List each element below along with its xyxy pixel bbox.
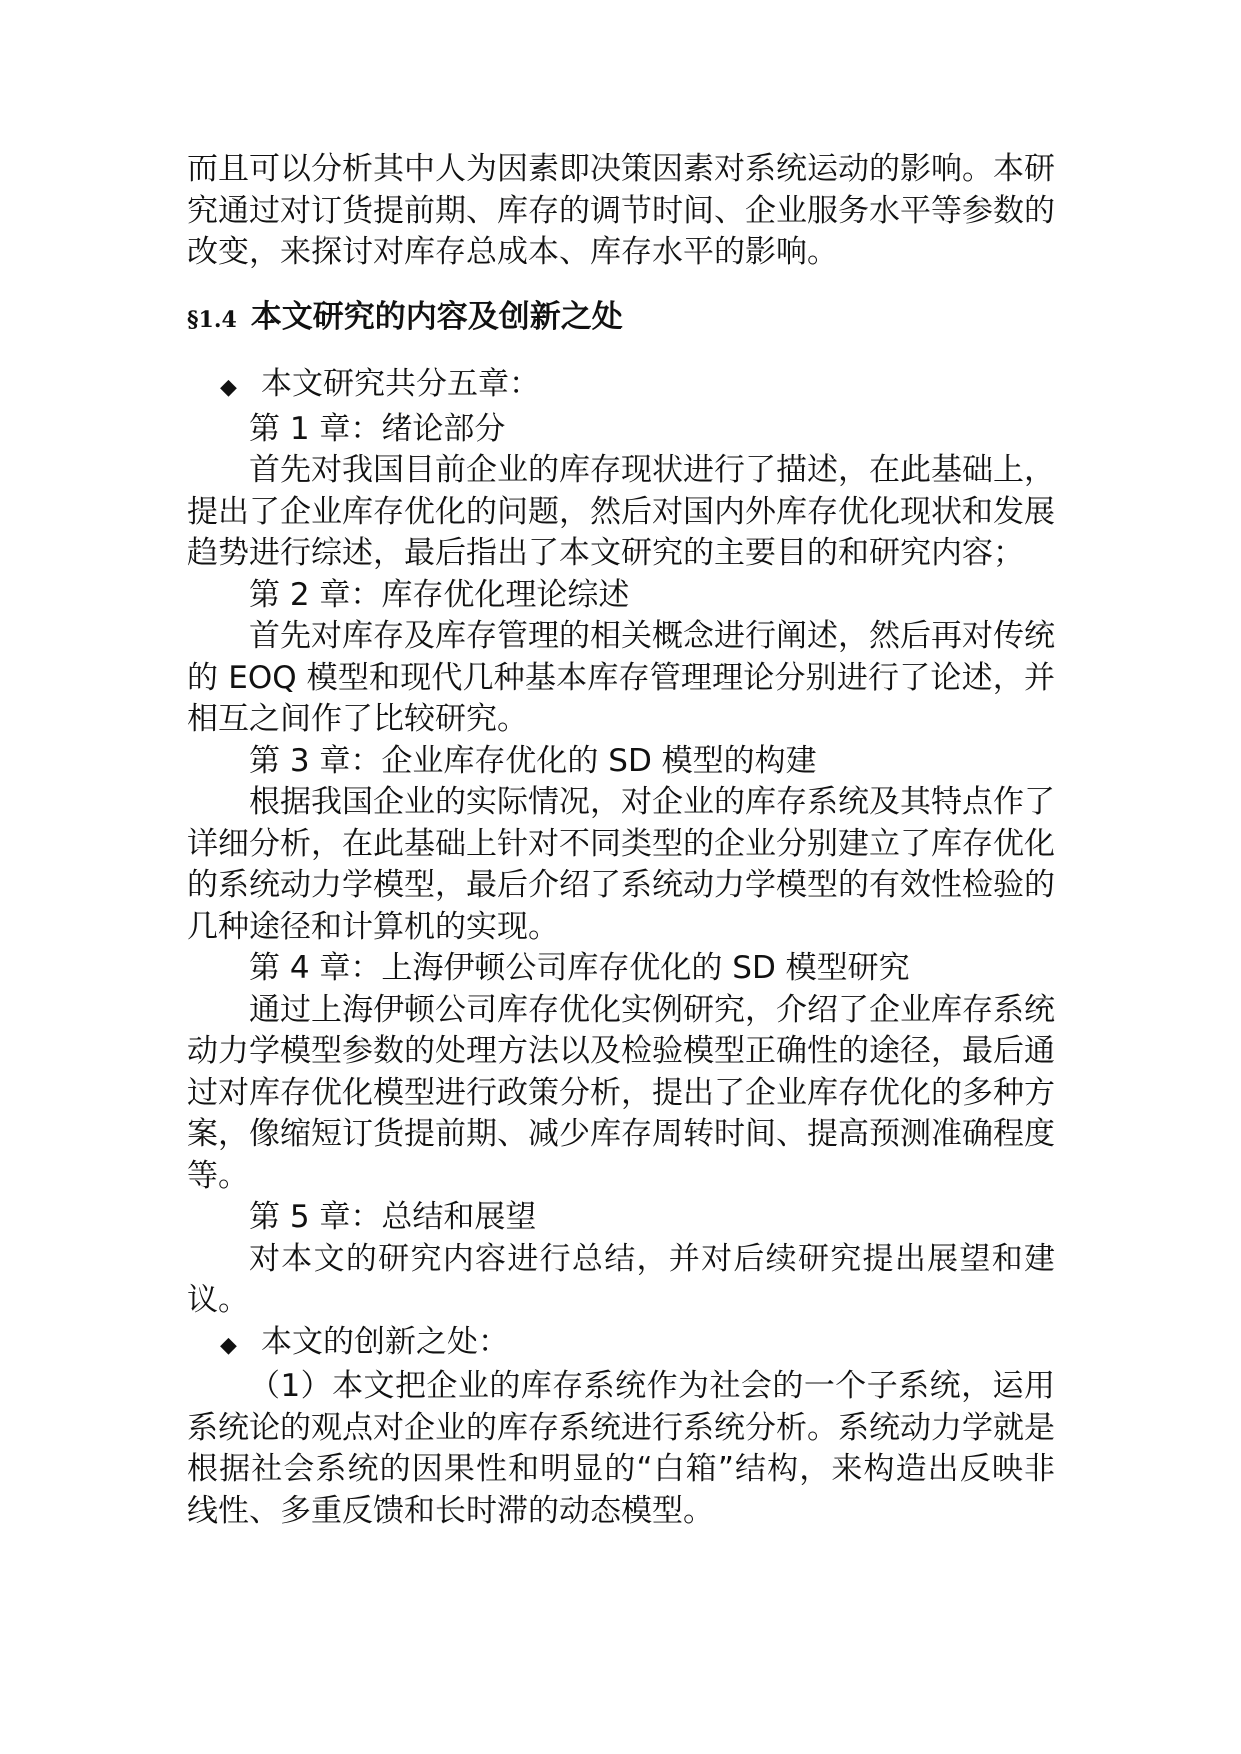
chapter-5-body: 对本文的研究内容进行总结，并对后续研究提出展望和建议。: [187, 1240, 1055, 1318]
bullet-innovation-text: 本文的创新之处：: [261, 1323, 509, 1360]
section-heading: [187, 297, 1055, 342]
diamond-bullet-icon: ◆: [220, 375, 237, 400]
chapter-2-body: 首先对库存及库存管理的相关概念进行阐述，然后再对传统的 EOQ 模型和现代几种基本库存管理理论分别进行了论述，并相互之间作了比较研究。: [187, 618, 1055, 737]
chapter-4-heading: 第 4 章：上海伊顿公司库存优化的 SD 模型研究: [249, 950, 910, 986]
page-content: [187, 149, 1055, 1532]
section-title: 本文研究的内容及创新之处: [250, 298, 623, 335]
bullet-chapters-text: 本文研究共分五章：: [261, 366, 540, 402]
chapter-5-heading: 第 5 章：总结和展望: [249, 1199, 537, 1235]
intro-paragraph: 而且可以分析其中人为因素即决策因素对系统运动的影响。本研究通过对订货提前期、库存的调节时间、企业服务水平等参数的改变，来探讨对库存总成本、库存水平的影响。: [187, 151, 1055, 270]
bullet-innovation: [187, 1322, 1055, 1367]
chapter-1-heading: 第 1 章：绪论部分: [249, 410, 506, 447]
chapter-4-body: 通过上海伊顿公司库存优化实例研究，介绍了企业库存系统动力学模型参数的处理方法以及检验模型正确性的途径，最后通过对库存优化模型进行政策分析，提出了企业库存优化的多种方案，像缩短订货提前期、减少库存周转时间、提高预测准确程度等。: [187, 991, 1055, 1194]
section-number: §1.4: [187, 306, 237, 333]
innovation-1: （1）本文把企业的库存系统作为社会的一个子系统，运用系统论的观点对企业的库存系统进行系统分析。系统动力学就是根据社会系统的因果性和明显的“白箱”结构，来构造出反映非线性、多重反馈和长时滞的动态模型。: [187, 1368, 1055, 1529]
chapter-3-heading: 第 3 章：企业库存优化的 SD 模型的构建: [249, 742, 817, 779]
chapter-3-body: 根据我国企业的实际情况，对企业的库存系统及其特点作了详细分析，在此基础上针对不同类型的企业分别建立了库存优化的系统动力学模型，最后介绍了系统动力学模型的有效性检验的几种途径和计算机的实现。: [187, 784, 1055, 945]
chapter-1-body: 首先对我国目前企业的库存现状进行了描述，在此基础上，提出了企业库存优化的问题，然后对国内外库存优化现状和发展趋势进行综述，最后指出了本文研究的主要目的和研究内容；: [187, 452, 1055, 571]
chapter-2-heading: 第 2 章：库存优化理论综述: [249, 576, 630, 613]
diamond-bullet-icon: ◆: [220, 1332, 237, 1358]
bullet-chapters: [187, 364, 1055, 409]
